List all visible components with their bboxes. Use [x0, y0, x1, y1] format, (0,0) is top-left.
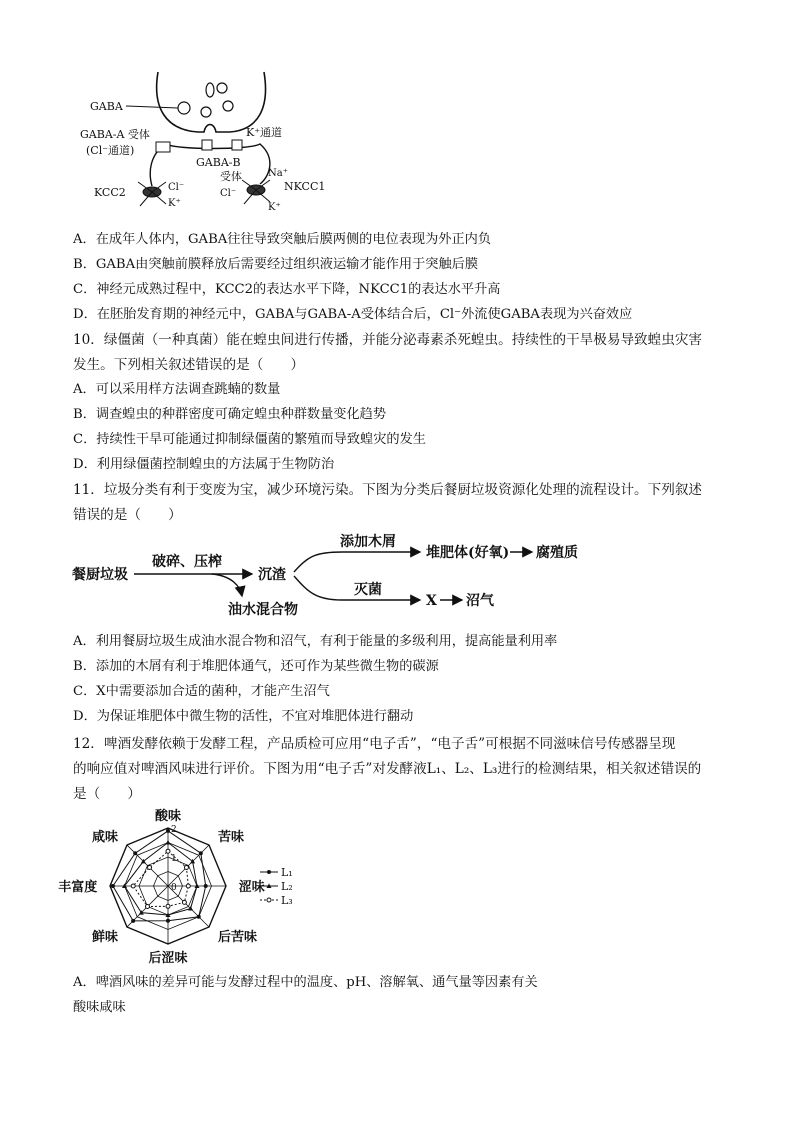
q10-option-b: B．调查蝗虫的种群密度可确定蝗虫种群数量变化趋势	[73, 407, 387, 422]
cl-right-label: Cl⁻	[220, 188, 237, 199]
legend-label: L₃	[281, 894, 293, 907]
gaba-b-label2: 受体	[220, 170, 242, 183]
radar-point	[184, 866, 188, 870]
q10-stem: 10．绿僵菌（一种真菌）能在蝗虫间进行传播，并能分泌毒素杀死蝗虫。持续性的干旱极易导致蝗虫灾害	[73, 332, 703, 348]
kitchen-waste-label: 餐厨垃圾	[72, 567, 128, 583]
radar-point	[166, 904, 170, 908]
radar-point	[131, 919, 135, 923]
q12-option-a: A．啤酒风味的差异可能与发酵过程中的温度、pH、溶解氧、通气量等因素有关	[73, 975, 538, 990]
radar-point	[166, 840, 171, 845]
k-right-label: K⁺	[268, 202, 281, 213]
k-channel-label: K⁺通道	[246, 126, 283, 139]
q12-stem-cont: 的响应值对啤酒风味进行评价。下图为用“电子舌”对发酵液L₁、L₂、L₃进行的检测结果，相关叙述错误的	[73, 761, 702, 777]
legend-label: L₁	[281, 866, 293, 879]
radar-point	[199, 851, 203, 855]
radar-category-label: 酸味	[154, 809, 182, 825]
radar-point	[166, 919, 170, 923]
radar-category-label: 后涩味	[148, 950, 188, 966]
cl-left-label: Cl⁻	[168, 182, 185, 193]
radar-legend	[260, 866, 293, 907]
radar-point	[111, 884, 115, 888]
radar-point	[131, 884, 135, 888]
radar-category-label: 咸味	[91, 829, 118, 845]
nkcc1-label: NKCC1	[284, 180, 326, 193]
biogas-label: 沼气	[466, 593, 494, 609]
radar-point	[145, 905, 149, 909]
synapse-diagram	[80, 68, 340, 218]
radar-point	[186, 884, 190, 888]
q9-option-b: B．GABA由突触前膜释放后需要经过组织液运输才能作用于突触后膜	[73, 257, 479, 272]
radar-category-label: 后苦味	[218, 930, 258, 946]
radar-tick-label: 0	[171, 883, 177, 893]
vesicle	[223, 101, 233, 111]
humus-label: 腐殖质	[536, 545, 578, 561]
vesicle	[206, 83, 214, 97]
q11-stem-cont: 错误的是（ ）	[73, 507, 182, 523]
residue-label: 沉渣	[258, 567, 286, 583]
q10-option-d: D．利用绿僵菌控制蝗虫的方法属于生物防治	[73, 457, 335, 472]
radar-point	[148, 866, 152, 870]
k-channel	[232, 140, 242, 150]
q9-option-a: A．在成年人体内，GABA往往导致突触后膜两侧的电位表现为外正内负	[73, 232, 492, 247]
gaba-b-receptor	[202, 140, 212, 150]
gaba-b-label: GABA-B	[196, 156, 241, 169]
radar-category-label: 涩味	[238, 880, 265, 895]
vesicle	[217, 83, 227, 93]
na-right-label: Na⁺	[268, 168, 288, 179]
radar-category-label: 苦味	[218, 829, 245, 845]
sterilize-label: 灭菌	[354, 582, 382, 598]
x-label: X	[426, 593, 437, 609]
crush-label: 破碎、压榨	[152, 554, 222, 570]
q11-option-d: D．为保证堆肥体中微生物的活性，不宜对堆肥体进行翻动	[73, 709, 414, 724]
q11-option-a: A．利用餐厨垃圾生成油水混合物和沼气，有利于能量的多级利用，提高能量利用率	[73, 634, 558, 649]
radar-category-label: 鲜味	[91, 930, 118, 946]
gaba-a-label2: (Cl⁻通道)	[86, 144, 135, 157]
q9-option-c: C．神经元成熟过程中，KCC2的表达水平下降，NKCC1的表达水平升高	[73, 282, 501, 297]
legend-marker	[267, 870, 271, 874]
q12-stem: 12．啤酒发酵依赖于发酵工程，产品质检可应用“电子舌”，“电子舌”可根据不同滋味信号传感器呈现	[73, 736, 676, 752]
q10-option-c: C．持续性干旱可能通过抑制绿僵菌的繁殖而导致蝗灾的发生	[73, 432, 426, 447]
q10-option-a: A．可以采用样方法调查跳蝻的数量	[73, 382, 281, 397]
q11-option-b: B．添加的木屑有利于堆肥体通气，还可作为某些微生物的碳源	[73, 659, 439, 674]
q9-option-d: D．在胚胎发育期的神经元中，GABA与GABA-A受体结合后，Cl⁻外流使GABA表现为兴奋效应	[73, 307, 633, 322]
compost-label: 堆肥体(好氧)	[426, 545, 510, 561]
q11-option-c: C．X中需要添加合适的菌种，才能产生沼气	[73, 684, 330, 699]
radar-category-label: 丰富度	[58, 880, 98, 895]
gaba-a-receptor	[156, 142, 170, 152]
radar-tick-label: 1	[171, 854, 177, 864]
add-sawdust-label: 添加木屑	[340, 534, 396, 550]
radar-tick-label: 2	[171, 825, 177, 835]
waste-flow-diagram	[72, 532, 612, 622]
radar-chart	[58, 806, 320, 966]
kcc2-label: KCC2	[94, 186, 126, 199]
radar-point	[166, 829, 170, 833]
legend-marker	[267, 898, 271, 902]
radar-point	[166, 849, 170, 853]
presynaptic-terminal	[157, 72, 266, 132]
page-footer-text: 酸味咸味	[73, 1000, 126, 1015]
radar-point	[182, 900, 186, 904]
k-left-label: K⁺	[168, 198, 181, 209]
q12-stem-cont2: 是（ ）	[73, 786, 141, 802]
radar-point	[133, 851, 137, 855]
vesicle	[178, 102, 190, 114]
q11-stem: 11．垃圾分类有利于变废为宝，减少环境污染。下图为分类后餐厨垃圾资源化处理的流程设计。下列叙述	[73, 482, 703, 498]
radar-point	[204, 884, 208, 888]
vesicle	[201, 107, 211, 117]
oil-water-label: 油水混合物	[228, 602, 298, 618]
legend-label: L₂	[281, 880, 293, 893]
gaba-a-label: GABA-A 受体	[80, 128, 150, 141]
radar-point	[197, 915, 201, 919]
q10-stem-cont: 发生。下列相关叙述错误的是（ ）	[73, 357, 305, 373]
gaba-label: GABA	[90, 100, 123, 113]
